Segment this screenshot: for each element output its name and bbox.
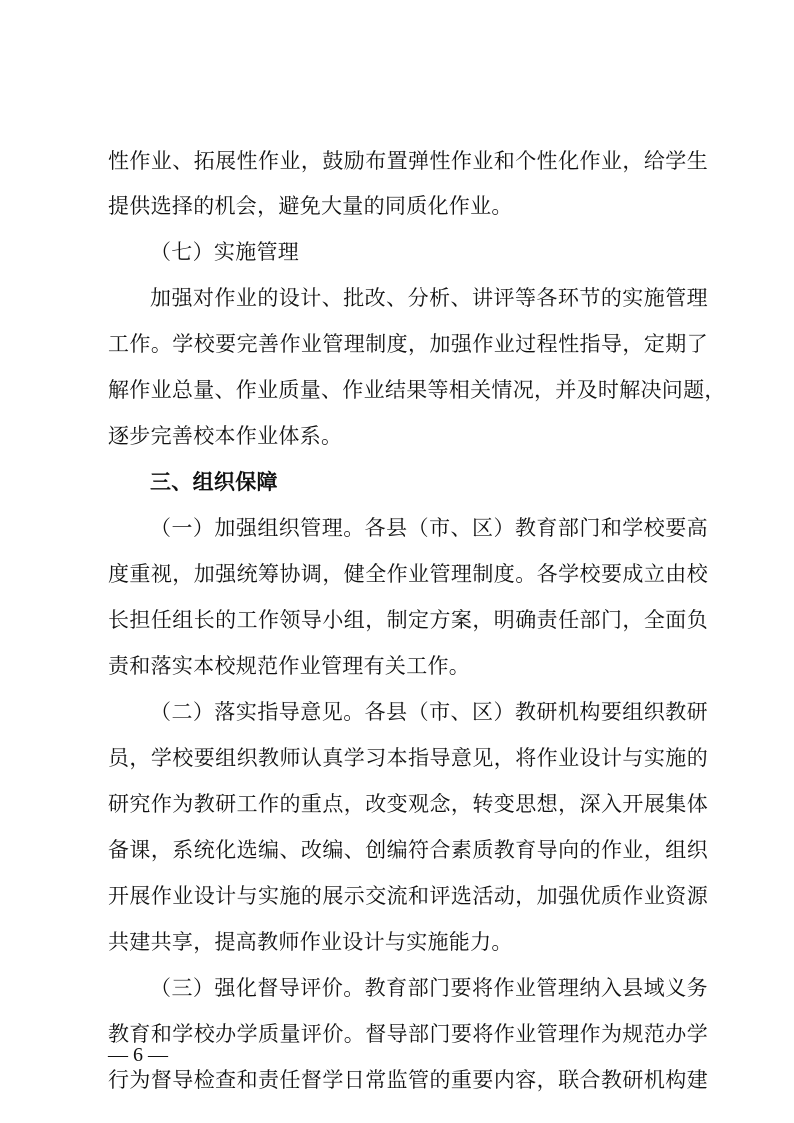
paragraph-line: 共建共享，提高教师作业设计与实施能力。 — [108, 930, 513, 954]
paragraph-line: （一）加强组织管理。各县（市、区）教育部门和学校要高 — [150, 516, 708, 540]
paragraph-line: 工作。学校要完善作业管理制度，加强作业过程性指导，定期了 — [108, 332, 708, 356]
paragraph-line: 开展作业设计与实施的展示交流和评选活动，加强优质作业资源 — [108, 884, 708, 908]
paragraph-line: 加强对作业的设计、批改、分析、讲评等各环节的实施管理 — [150, 286, 708, 310]
paragraph-line: 行为督导检查和责任督学日常监管的重要内容，联合教研机构建 — [108, 1068, 708, 1092]
paragraph-line: 逐步完善校本作业体系。 — [108, 424, 343, 448]
page-number: — 6 — — [108, 1044, 168, 1066]
paragraph-line: 备课，系统化选编、改编、创编符合素质教育导向的作业，组织 — [108, 838, 708, 862]
paragraph-line: 解作业总量、作业质量、作业结果等相关情况，并及时解决问题， — [108, 378, 726, 402]
paragraph-line: 性作业、拓展性作业，鼓励布置弹性作业和个性化作业，给学生 — [108, 149, 708, 173]
paragraph-line: 员，学校要组织教师认真学习本指导意见，将作业设计与实施的 — [108, 746, 708, 770]
paragraph-line: 责和落实本校规范作业管理有关工作。 — [108, 654, 471, 678]
paragraph-line: （三）强化督导评价。教育部门要将作业管理纳入县域义务 — [150, 976, 708, 1000]
section-heading: 三、组织保障 — [150, 470, 278, 494]
paragraph-line: 教育和学校办学质量评价。督导部门要将作业管理作为规范办学 — [108, 1022, 708, 1046]
paragraph-line: 度重视，加强统筹协调，健全作业管理制度。各学校要成立由校 — [108, 562, 708, 586]
paragraph-line: 长担任组长的工作领导小组，制定方案，明确责任部门，全面负 — [108, 608, 708, 632]
paragraph-line: （二）落实指导意见。各县（市、区）教研机构要组织教研 — [150, 700, 708, 724]
section-subheading: （七）实施管理 — [150, 240, 300, 264]
paragraph-line: 提供选择的机会，避免大量的同质化作业。 — [108, 194, 513, 218]
paragraph-line: 研究作为教研工作的重点，改变观念，转变思想，深入开展集体 — [108, 792, 708, 816]
